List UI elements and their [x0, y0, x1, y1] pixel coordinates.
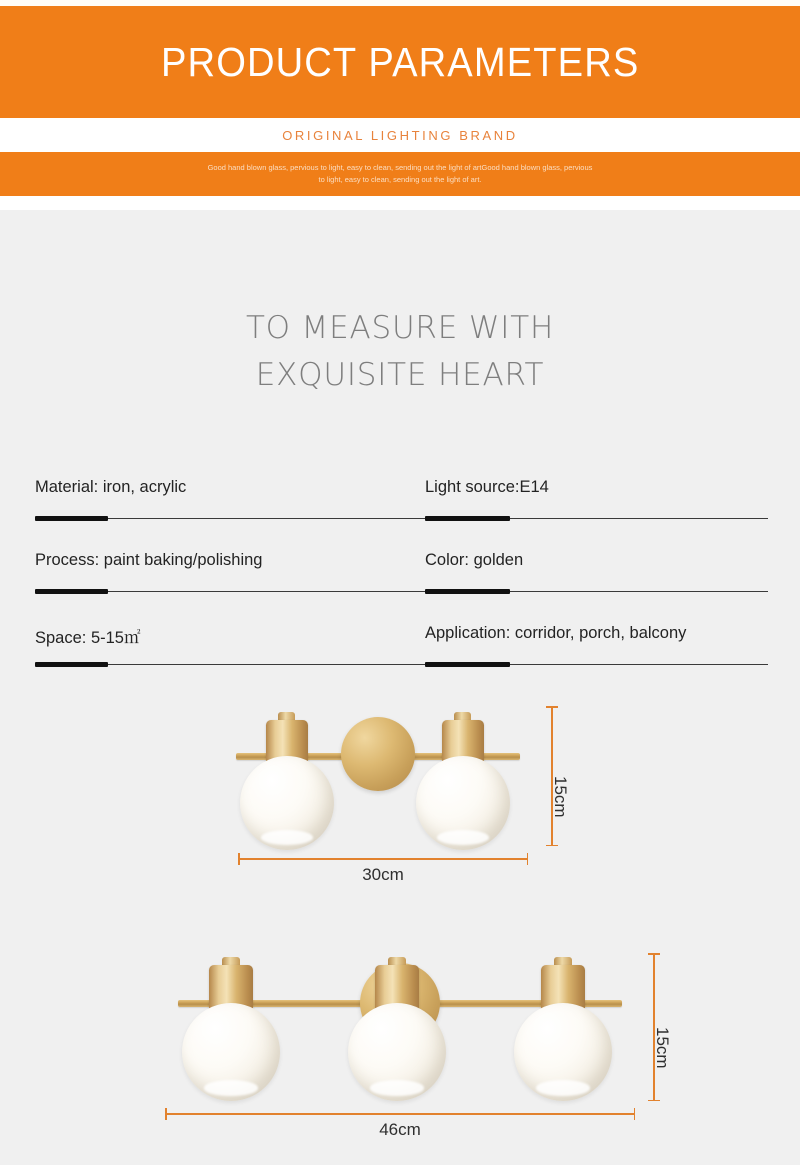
spec-row	[0, 543, 800, 616]
glass-globe-shade	[348, 1003, 446, 1101]
slogan	[0, 305, 800, 399]
width-dimension	[238, 853, 528, 884]
spec-process: Process: paint baking/polishing	[35, 551, 263, 569]
divider-accent-right	[425, 516, 510, 521]
height-dimension-label: 15cm	[551, 776, 570, 818]
lamp-head	[182, 957, 286, 1092]
slogan-line-2: EXQUISITE HEART	[255, 357, 545, 393]
divider-accent-left	[35, 516, 108, 521]
divider-accent-left	[35, 662, 108, 667]
dimension-cap-left	[165, 1108, 167, 1120]
dimension-line	[238, 858, 528, 860]
two-light-lamp-illustration	[228, 698, 528, 843]
width-dimension	[165, 1108, 635, 1139]
glass-globe-shade	[240, 756, 334, 850]
spec-divider	[35, 518, 768, 519]
dimension-cap-bottom	[546, 845, 558, 847]
brand-subtitle: ORIGINAL LIGHTING BRAND	[282, 127, 518, 143]
lamp-head	[514, 957, 618, 1092]
dimension-cap-left	[238, 853, 240, 865]
divider-accent-right	[425, 589, 510, 594]
spec-application: Application: corridor, porch, balcony	[425, 624, 687, 642]
spec-divider	[35, 591, 768, 592]
three-light-lamp-diagram	[0, 925, 800, 1155]
dimension-cap-top	[648, 953, 660, 955]
height-dimension	[648, 953, 672, 1101]
width-dimension-label: 46cm	[379, 1120, 421, 1139]
slogan-line-1: TO MEASURE WITH	[245, 310, 555, 346]
lamp-backplate	[341, 717, 415, 791]
header-banner	[0, 6, 800, 118]
header-description: Good hand blown glass, pervious to light, easy to clean, sending out the light of artGood hand blown glass, pervious to light, easy to clean, sending out the light of art.	[207, 163, 593, 184]
spec-light-source: Light source:E14	[425, 478, 549, 496]
spec-row	[0, 616, 800, 689]
lamp-head	[240, 712, 340, 842]
width-dimension-label: 30cm	[362, 865, 404, 884]
dimension-cap-right	[527, 853, 529, 865]
spec-space: Space: 5-15㎡	[35, 629, 141, 647]
height-dimension-label: 15cm	[653, 1027, 672, 1069]
glass-globe-shade	[514, 1003, 612, 1101]
dimension-cap-top	[546, 706, 558, 708]
spec-color: Color: golden	[425, 551, 524, 569]
dimension-cap-bottom	[648, 1100, 660, 1102]
spec-divider	[35, 664, 768, 665]
lamp-head	[348, 957, 452, 1092]
height-dimension	[546, 706, 570, 846]
page-title: PRODUCT PARAMETERS	[160, 38, 640, 85]
three-light-lamp-illustration	[168, 943, 628, 1108]
dimension-line	[165, 1113, 635, 1115]
spec-row	[0, 470, 800, 543]
header-description-band	[0, 152, 800, 196]
header-subtitle-band	[0, 118, 800, 152]
glass-globe-shade	[182, 1003, 280, 1101]
two-light-lamp-diagram	[0, 690, 800, 905]
divider-accent-right	[425, 662, 510, 667]
spec-table	[0, 470, 800, 689]
header-bottom-spacer	[0, 196, 800, 210]
divider-accent-left	[35, 589, 108, 594]
glass-globe-shade	[416, 756, 510, 850]
spec-material: Material: iron, acrylic	[35, 478, 187, 496]
lamp-head	[416, 712, 516, 842]
dimension-cap-right	[634, 1108, 636, 1120]
